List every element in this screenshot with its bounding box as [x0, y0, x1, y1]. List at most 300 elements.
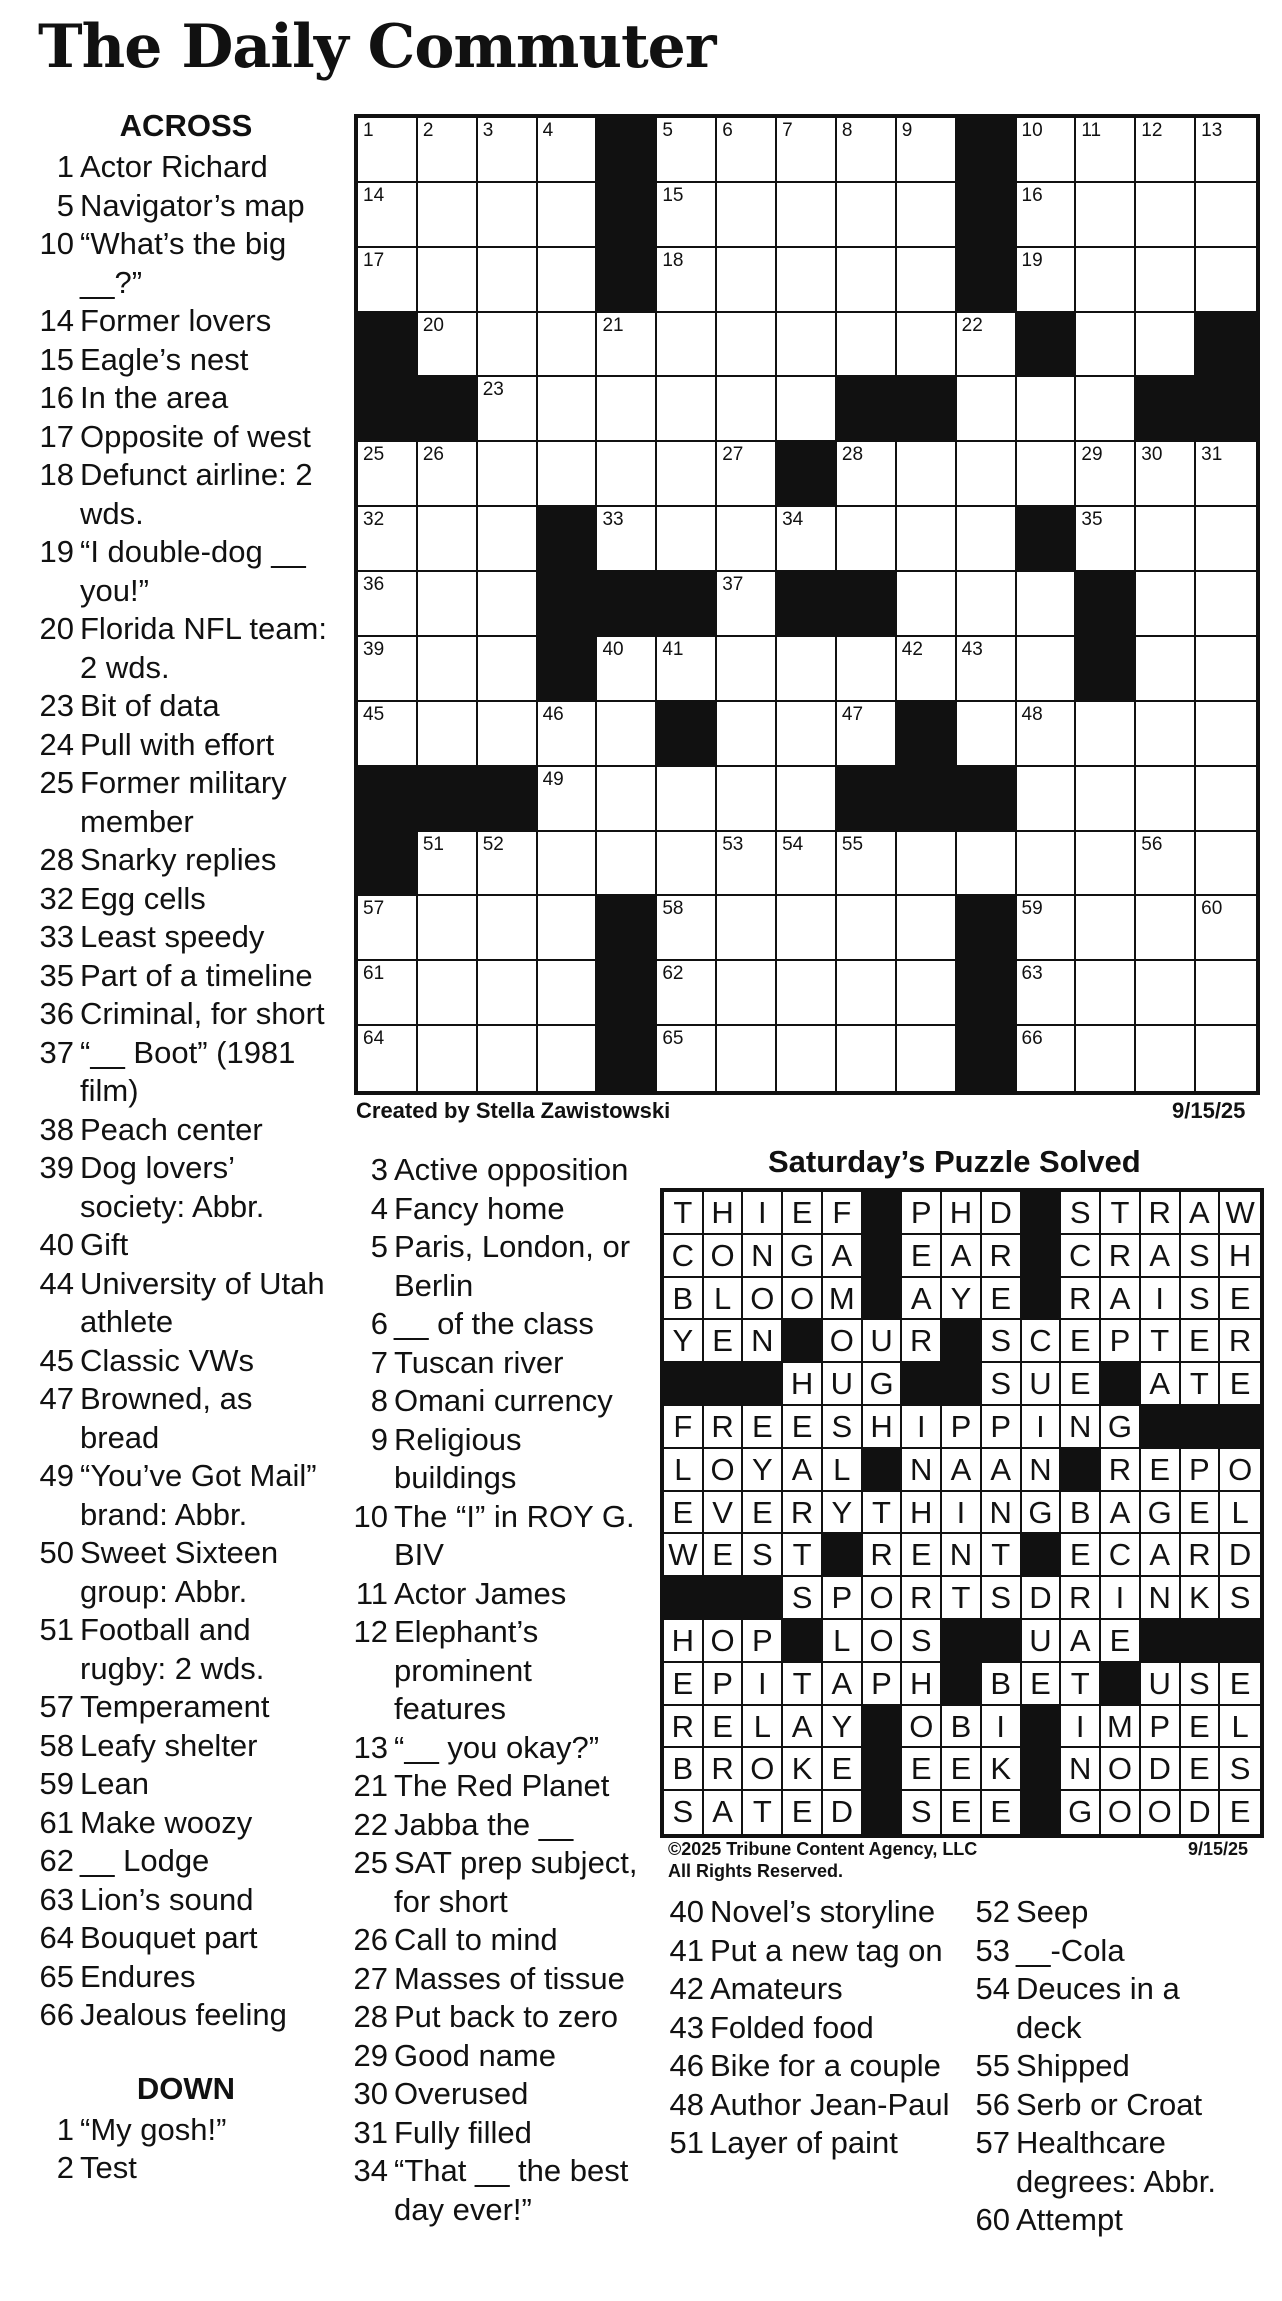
grid-cell[interactable] [597, 507, 657, 572]
grid-cell[interactable] [897, 637, 957, 702]
grid-cell[interactable] [837, 313, 897, 378]
grid-cell[interactable] [777, 313, 837, 378]
grid-cell[interactable] [1196, 961, 1256, 1026]
clue-down_col2-29[interactable] [340, 2037, 640, 2076]
grid-cell[interactable] [777, 118, 837, 183]
clue-down_col3-51[interactable] [656, 2124, 956, 2163]
grid-cell[interactable] [897, 1026, 957, 1091]
grid-cell[interactable] [717, 248, 777, 313]
clue-across_clues-16[interactable] [36, 379, 336, 418]
grid-cell[interactable] [777, 961, 837, 1026]
solution-letter: T [863, 1492, 903, 1535]
grid-cell[interactable] [358, 248, 418, 313]
clue-down_col2-30[interactable] [340, 2075, 640, 2114]
grid-cell[interactable] [1196, 702, 1256, 767]
clue-across_clues-32[interactable] [36, 880, 336, 919]
clue-down_col2-9[interactable] [340, 1421, 640, 1498]
grid-cell[interactable] [957, 637, 1017, 702]
clue-across_clues-20[interactable] [36, 610, 336, 687]
grid-cell[interactable] [478, 637, 538, 702]
grid-cell[interactable] [657, 377, 717, 442]
grid-cell[interactable] [1017, 767, 1077, 832]
clue-across_clues-35[interactable] [36, 957, 336, 996]
grid-cell[interactable] [418, 961, 478, 1026]
grid-cell[interactable] [1196, 507, 1256, 572]
grid-cell[interactable] [777, 377, 837, 442]
grid-cell[interactable] [538, 961, 598, 1026]
solution-letter: N [902, 1449, 942, 1492]
grid-cell[interactable] [897, 832, 957, 897]
clue-text: University of Utah athlete [80, 1265, 325, 1339]
grid-cell[interactable] [837, 961, 897, 1026]
grid-cell[interactable] [358, 896, 418, 961]
clue-down_col3-46[interactable] [656, 2047, 956, 2086]
grid-cell[interactable] [1136, 183, 1196, 248]
grid-cell[interactable] [358, 183, 418, 248]
grid-cell[interactable] [1076, 702, 1136, 767]
solution-letter: R [1061, 1577, 1101, 1620]
grid-cell[interactable] [538, 702, 598, 767]
clue-across_clues-45[interactable] [36, 1342, 336, 1381]
grid-block [837, 377, 897, 442]
grid-cell[interactable] [418, 896, 478, 961]
grid-cell[interactable] [837, 896, 897, 961]
grid-cell[interactable] [358, 118, 418, 183]
clue-down_col2-27[interactable] [340, 1960, 640, 1999]
grid-cell[interactable] [717, 507, 777, 572]
solution-letter: H [1220, 1235, 1260, 1278]
grid-cell[interactable] [538, 896, 598, 961]
copyright [668, 1838, 977, 1882]
grid-cell[interactable] [1017, 248, 1077, 313]
grid-cell[interactable] [717, 442, 777, 507]
crossword-grid[interactable] [354, 114, 1260, 1095]
grid-cell[interactable] [837, 832, 897, 897]
solution-letter: U [823, 1363, 863, 1406]
clue-down_col3-41[interactable] [656, 1932, 956, 1971]
clue-down_col4-54[interactable] [962, 1970, 1252, 2047]
solution-letter: A [982, 1449, 1022, 1492]
grid-cell[interactable] [1076, 118, 1136, 183]
clue-across_clues-44[interactable] [36, 1265, 336, 1342]
clue-across_clues-37[interactable] [36, 1034, 336, 1111]
clue-across_clues-39[interactable] [36, 1149, 336, 1226]
clue-across_clues-23[interactable] [36, 687, 336, 726]
grid-cell[interactable] [1136, 767, 1196, 832]
grid-cell[interactable] [657, 896, 717, 961]
grid-cell[interactable] [358, 637, 418, 702]
clue-down_col2-6[interactable] [340, 1305, 640, 1344]
grid-cell[interactable] [717, 377, 777, 442]
clue-down_col2-25[interactable] [340, 1844, 640, 1921]
clue-down_col4-55[interactable] [962, 2047, 1252, 2086]
grid-cell[interactable] [478, 832, 538, 897]
solution-letter: E [942, 1748, 982, 1791]
clue-across_clues-15[interactable] [36, 341, 336, 380]
grid-cell[interactable] [478, 961, 538, 1026]
grid-cell[interactable] [957, 572, 1017, 637]
solution-block [704, 1363, 744, 1406]
grid-cell[interactable] [897, 896, 957, 961]
grid-cell[interactable] [1076, 442, 1136, 507]
grid-cell[interactable] [897, 248, 957, 313]
solution-letter: E [1181, 1706, 1221, 1749]
grid-cell[interactable] [657, 248, 717, 313]
grid-cell[interactable] [1017, 183, 1077, 248]
grid-cell[interactable] [1196, 767, 1256, 832]
grid-cell[interactable] [897, 961, 957, 1026]
cell-number: 56 [1141, 833, 1163, 855]
grid-cell[interactable] [1196, 637, 1256, 702]
grid-cell[interactable] [1136, 442, 1196, 507]
grid-cell[interactable] [418, 637, 478, 702]
clue-down_col3-40[interactable] [656, 1893, 956, 1932]
grid-cell[interactable] [717, 1026, 777, 1091]
grid-cell[interactable] [358, 442, 418, 507]
grid-cell[interactable] [478, 313, 538, 378]
clue-text: Make woozy [80, 1804, 253, 1840]
grid-cell[interactable] [717, 313, 777, 378]
grid-cell[interactable] [897, 313, 957, 378]
grid-cell[interactable] [538, 442, 598, 507]
clue-across_clues-66[interactable] [36, 1996, 336, 2035]
clue-down_col2-11[interactable] [340, 1575, 640, 1614]
clue-down_col1-1[interactable] [36, 2111, 336, 2150]
clue-across_clues-50[interactable] [36, 1534, 336, 1611]
clue-down_col2-34[interactable] [340, 2152, 640, 2229]
grid-cell[interactable] [478, 118, 538, 183]
grid-block [1076, 572, 1136, 637]
grid-cell[interactable] [358, 961, 418, 1026]
grid-cell[interactable] [717, 118, 777, 183]
clue-text: In the area [80, 380, 229, 415]
clue-number: 60 [975, 2202, 1010, 2237]
grid-cell[interactable] [957, 832, 1017, 897]
grid-cell[interactable] [717, 896, 777, 961]
solution-letter: Y [942, 1278, 982, 1321]
clue-across_clues-24[interactable] [36, 726, 336, 765]
grid-cell[interactable] [957, 507, 1017, 572]
grid-cell[interactable] [957, 313, 1017, 378]
grid-cell[interactable] [837, 1026, 897, 1091]
clue-across_clues-49[interactable] [36, 1457, 336, 1534]
clue-down_col3-48[interactable] [656, 2086, 956, 2125]
grid-cell[interactable] [837, 183, 897, 248]
grid-cell[interactable] [1196, 442, 1256, 507]
grid-cell[interactable] [1136, 1026, 1196, 1091]
grid-cell[interactable] [717, 832, 777, 897]
grid-cell[interactable] [717, 572, 777, 637]
grid-cell[interactable] [538, 832, 598, 897]
grid-cell[interactable] [478, 1026, 538, 1091]
solution-letter: F [664, 1406, 704, 1449]
grid-cell[interactable] [657, 832, 717, 897]
grid-cell[interactable] [1136, 961, 1196, 1026]
grid-cell[interactable] [478, 702, 538, 767]
grid-cell[interactable] [418, 442, 478, 507]
grid-cell[interactable] [657, 183, 717, 248]
grid-cell[interactable] [717, 767, 777, 832]
grid-cell[interactable] [957, 702, 1017, 767]
clue-across_clues-1[interactable] [36, 148, 336, 187]
grid-cell[interactable] [538, 313, 598, 378]
grid-cell[interactable] [1017, 572, 1077, 637]
clue-across_clues-33[interactable] [36, 918, 336, 957]
clue-text: “You’ve Got Mail” brand: Abbr. [80, 1458, 317, 1532]
clue-down_col4-53[interactable] [962, 1932, 1252, 1971]
clue-down_col2-21[interactable] [340, 1767, 640, 1806]
grid-cell[interactable] [1136, 118, 1196, 183]
grid-cell[interactable] [1136, 248, 1196, 313]
grid-cell[interactable] [418, 572, 478, 637]
grid-cell[interactable] [897, 118, 957, 183]
grid-cell[interactable] [1017, 377, 1077, 442]
clue-down_col2-28[interactable] [340, 1998, 640, 2037]
grid-cell[interactable] [1196, 1026, 1256, 1091]
grid-cell[interactable] [897, 442, 957, 507]
clue-across_clues-36[interactable] [36, 995, 336, 1034]
clue-down_col2-26[interactable] [340, 1921, 640, 1960]
clue-down_col4-56[interactable] [962, 2086, 1252, 2125]
solution-block [942, 1620, 982, 1663]
grid-cell[interactable] [657, 313, 717, 378]
grid-cell[interactable] [1196, 896, 1256, 961]
solution-letter: E [1220, 1363, 1260, 1406]
clue-across_clues-51[interactable] [36, 1611, 336, 1688]
clue-across_clues-65[interactable] [36, 1958, 336, 1997]
grid-cell[interactable] [418, 248, 478, 313]
clue-across_clues-14[interactable] [36, 302, 336, 341]
grid-cell[interactable] [1076, 183, 1136, 248]
clue-number: 63 [39, 1881, 74, 1917]
clue-down_col4-52[interactable] [962, 1893, 1252, 1932]
clue-across_clues-58[interactable] [36, 1727, 336, 1766]
clue-down_col2-22[interactable] [340, 1806, 640, 1845]
grid-cell[interactable] [597, 442, 657, 507]
grid-cell[interactable] [418, 702, 478, 767]
grid-cell[interactable] [597, 313, 657, 378]
grid-cell[interactable] [657, 118, 717, 183]
grid-cell[interactable] [1196, 572, 1256, 637]
grid-cell[interactable] [837, 248, 897, 313]
clue-across_clues-5[interactable] [36, 187, 336, 226]
grid-cell[interactable] [538, 767, 598, 832]
grid-cell[interactable] [1017, 442, 1077, 507]
solution-letter: U [1022, 1363, 1062, 1406]
grid-cell[interactable] [657, 442, 717, 507]
grid-cell[interactable] [657, 961, 717, 1026]
grid-cell[interactable] [1076, 767, 1136, 832]
grid-cell[interactable] [597, 832, 657, 897]
cell-number: 39 [363, 638, 385, 660]
grid-cell[interactable] [1136, 832, 1196, 897]
grid-cell[interactable] [478, 442, 538, 507]
grid-cell[interactable] [717, 183, 777, 248]
solution-block [1220, 1620, 1260, 1663]
grid-cell[interactable] [418, 313, 478, 378]
grid-cell[interactable] [478, 377, 538, 442]
grid-cell[interactable] [1136, 896, 1196, 961]
clue-across_clues-38[interactable] [36, 1111, 336, 1150]
grid-cell[interactable] [1076, 248, 1136, 313]
grid-cell[interactable] [777, 767, 837, 832]
grid-cell[interactable] [717, 702, 777, 767]
grid-cell[interactable] [897, 507, 957, 572]
grid-cell[interactable] [657, 1026, 717, 1091]
grid-cell[interactable] [418, 1026, 478, 1091]
solution-letter: A [942, 1235, 982, 1278]
grid-cell[interactable] [358, 572, 418, 637]
grid-cell[interactable] [777, 896, 837, 961]
clue-across_clues-63[interactable] [36, 1881, 336, 1920]
clue-down_col2-3[interactable] [340, 1151, 640, 1190]
grid-cell[interactable] [897, 572, 957, 637]
clue-across_clues-61[interactable] [36, 1804, 336, 1843]
clue-down_col2-13[interactable] [340, 1729, 640, 1768]
solution-letter: A [942, 1449, 982, 1492]
grid-cell[interactable] [837, 507, 897, 572]
clue-across_clues-47[interactable] [36, 1380, 336, 1457]
clue-down_col2-12[interactable] [340, 1613, 640, 1729]
grid-cell[interactable] [717, 637, 777, 702]
clue-across_clues-64[interactable] [36, 1919, 336, 1958]
clue-across_clues-40[interactable] [36, 1226, 336, 1265]
clue-down_col2-8[interactable] [340, 1382, 640, 1421]
grid-cell[interactable] [1136, 572, 1196, 637]
grid-cell[interactable] [478, 896, 538, 961]
grid-cell[interactable] [657, 507, 717, 572]
clue-down_col2-5[interactable] [340, 1228, 640, 1305]
solution-letter: R [704, 1748, 744, 1791]
grid-cell[interactable] [1136, 507, 1196, 572]
grid-cell[interactable] [777, 507, 837, 572]
grid-cell[interactable] [1196, 183, 1256, 248]
grid-cell[interactable] [418, 832, 478, 897]
clue-down_col4-57[interactable] [962, 2124, 1252, 2201]
clue-across_clues-62[interactable] [36, 1842, 336, 1881]
clue-text: Navigator’s map [80, 187, 305, 223]
grid-cell[interactable] [538, 1026, 598, 1091]
grid-cell[interactable] [657, 637, 717, 702]
clue-across_clues-25[interactable] [36, 764, 336, 841]
grid-cell[interactable] [1017, 118, 1077, 183]
clue-down_col2-7[interactable] [340, 1344, 640, 1383]
grid-cell[interactable] [1076, 313, 1136, 378]
grid-cell[interactable] [597, 377, 657, 442]
grid-cell[interactable] [538, 377, 598, 442]
grid-cell[interactable] [1017, 832, 1077, 897]
grid-cell[interactable] [777, 183, 837, 248]
grid-cell[interactable] [957, 377, 1017, 442]
clue-down_col2-31[interactable] [340, 2114, 640, 2153]
clue-down_col2-4[interactable] [340, 1190, 640, 1229]
grid-cell[interactable] [597, 637, 657, 702]
grid-cell[interactable] [657, 767, 717, 832]
clue-across_clues-10[interactable] [36, 225, 336, 302]
grid-cell[interactable] [538, 248, 598, 313]
grid-cell[interactable] [1196, 832, 1256, 897]
grid-cell[interactable] [418, 118, 478, 183]
grid-cell[interactable] [837, 637, 897, 702]
clue-down_col1-2[interactable] [36, 2149, 336, 2188]
solution-block [1101, 1663, 1141, 1706]
grid-cell[interactable] [717, 961, 777, 1026]
grid-cell[interactable] [777, 832, 837, 897]
solution-letter: N [743, 1235, 783, 1278]
grid-cell[interactable] [358, 507, 418, 572]
grid-cell[interactable] [1136, 637, 1196, 702]
grid-cell[interactable] [478, 183, 538, 248]
grid-cell[interactable] [418, 507, 478, 572]
clue-across_clues-17[interactable] [36, 418, 336, 457]
grid-cell[interactable] [1076, 961, 1136, 1026]
clue-across_clues-18[interactable] [36, 456, 336, 533]
grid-cell[interactable] [358, 1026, 418, 1091]
grid-cell[interactable] [957, 442, 1017, 507]
grid-cell[interactable] [597, 767, 657, 832]
grid-cell[interactable] [1076, 377, 1136, 442]
grid-cell[interactable] [1076, 896, 1136, 961]
solution-letter: R [704, 1406, 744, 1449]
grid-cell[interactable] [1017, 637, 1077, 702]
grid-block [478, 767, 538, 832]
grid-cell[interactable] [1136, 702, 1196, 767]
solution-letter: D [1181, 1791, 1221, 1834]
clue-across_clues-28[interactable] [36, 841, 336, 880]
clue-number: 58 [39, 1727, 74, 1763]
clue-across_clues-59[interactable] [36, 1765, 336, 1804]
grid-cell[interactable] [597, 702, 657, 767]
grid-cell[interactable] [478, 507, 538, 572]
grid-block [837, 767, 897, 832]
cell-number: 57 [363, 898, 385, 920]
grid-cell[interactable] [1017, 961, 1077, 1026]
grid-cell[interactable] [777, 702, 837, 767]
grid-cell[interactable] [1017, 702, 1077, 767]
clue-text: Actor Richard [80, 149, 268, 184]
clue-number: 1 [56, 149, 74, 184]
grid-cell[interactable] [1017, 896, 1077, 961]
clue-down_col3-43[interactable] [656, 2009, 956, 2048]
clue-down_col2-10[interactable] [340, 1498, 640, 1575]
grid-cell[interactable] [837, 118, 897, 183]
grid-cell[interactable] [1136, 313, 1196, 378]
clue-down_col4-60[interactable] [962, 2201, 1252, 2240]
grid-cell[interactable] [1196, 118, 1256, 183]
clue-across_clues-19[interactable] [36, 533, 336, 610]
grid-cell[interactable] [538, 183, 598, 248]
grid-cell[interactable] [777, 637, 837, 702]
grid-cell[interactable] [777, 1026, 837, 1091]
clue-across_clues-57[interactable] [36, 1688, 336, 1727]
grid-cell[interactable] [1196, 248, 1256, 313]
grid-cell[interactable] [1076, 1026, 1136, 1091]
grid-cell[interactable] [358, 702, 418, 767]
grid-cell[interactable] [538, 118, 598, 183]
grid-cell[interactable] [897, 183, 957, 248]
grid-cell[interactable] [837, 702, 897, 767]
grid-cell[interactable] [1076, 832, 1136, 897]
grid-cell[interactable] [478, 572, 538, 637]
clue-down_col3-42[interactable] [656, 1970, 956, 2009]
grid-cell[interactable] [777, 248, 837, 313]
grid-cell[interactable] [418, 183, 478, 248]
grid-cell[interactable] [1017, 1026, 1077, 1091]
grid-cell[interactable] [478, 248, 538, 313]
grid-cell[interactable] [837, 442, 897, 507]
cell-number: 25 [363, 444, 385, 466]
grid-cell[interactable] [1076, 507, 1136, 572]
